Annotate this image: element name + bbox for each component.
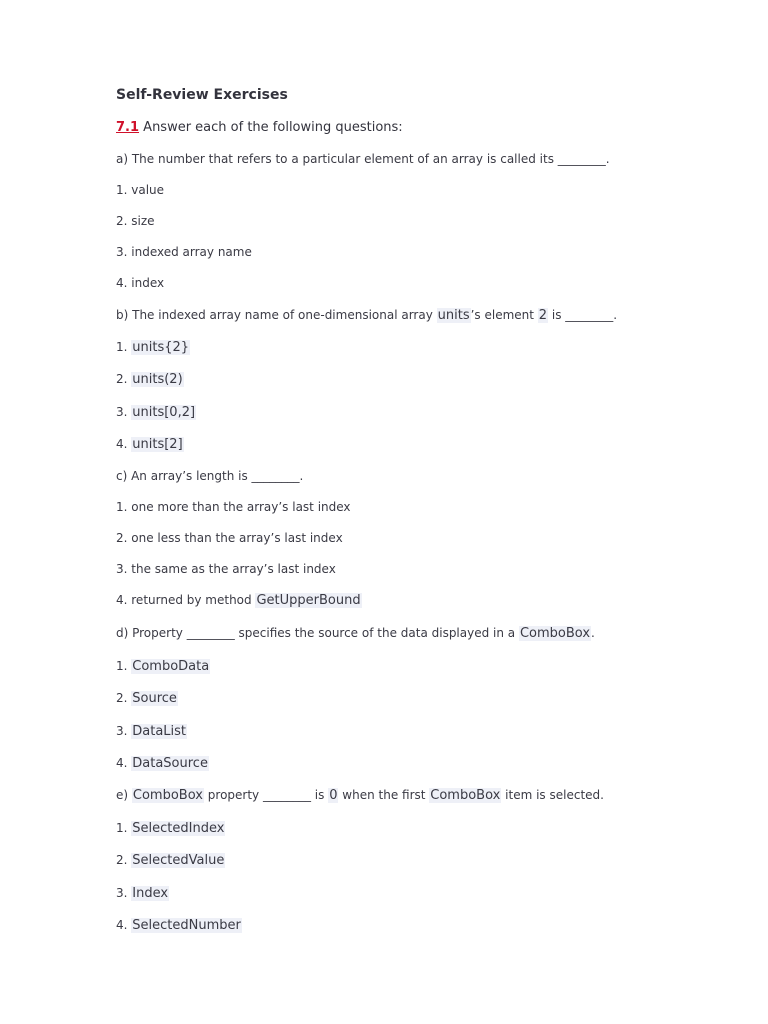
question-c-option-3: 3. the same as the array’s last index [116, 562, 336, 576]
question-d-option-1 [116, 658, 210, 675]
question-c-option-1: 1. one more than the array’s last index [116, 500, 351, 514]
question-e-option-4 [116, 917, 242, 934]
code-units: units [437, 308, 470, 323]
question-e-text: property ________ is [203, 788, 329, 802]
option-number: 1. [116, 340, 132, 354]
question-a-option-4: 4. index [116, 276, 165, 290]
question-a-option-2: 2. size [116, 214, 155, 228]
option-number: 3. [116, 886, 132, 900]
question-d-option-2 [116, 690, 178, 707]
option-code: Index [132, 886, 169, 901]
question-e-option-2 [116, 852, 225, 869]
option-code: SelectedIndex [132, 821, 225, 836]
question-d-option-4 [116, 755, 209, 772]
option-code: DataList [132, 724, 187, 739]
question-e-text: when the first [338, 788, 430, 802]
question-d-option-3 [116, 723, 187, 740]
question-e-text: e) [116, 788, 132, 802]
option-number: 4. [116, 756, 132, 770]
option-code: Source [132, 691, 177, 706]
question-a-option-1: 1. value [116, 183, 165, 197]
option-code: units[0,2] [132, 405, 196, 420]
question-b-option-3 [116, 404, 196, 421]
option-code: DataSource [132, 756, 208, 771]
question-c-option-4 [116, 592, 362, 609]
question-e-option-3 [116, 885, 169, 902]
exercise-prompt-text: Answer each of the following questions: [143, 120, 403, 135]
question-b-text: ’s element [470, 308, 538, 322]
option-number: 4. [116, 918, 132, 932]
document-page [116, 86, 676, 933]
question-d-text: . [591, 626, 595, 640]
option-code: units[2] [132, 437, 183, 452]
question-a-option-3: 3. indexed array name [116, 245, 252, 259]
code-element-index: 2 [538, 308, 548, 323]
code-zero: 0 [329, 788, 338, 803]
exercise-prompt [116, 119, 403, 137]
option-number: 2. [116, 853, 132, 867]
question-c: c) An array’s length is ________. [116, 469, 304, 483]
option-code: units(2) [132, 372, 183, 387]
question-b-option-1 [116, 339, 190, 356]
question-d [116, 625, 595, 642]
question-a: a) The number that refers to a particular element of an array is called its ________. [116, 152, 610, 166]
option-number: 1. [116, 659, 132, 673]
question-b-option-2 [116, 371, 184, 388]
question-d-text: d) Property ________ specifies the source of the data displayed in a [116, 626, 519, 640]
option-code: ComboData [132, 659, 210, 674]
option-number: 3. [116, 405, 132, 419]
question-b-text: is ________. [548, 308, 618, 322]
option-code: GetUpperBound [256, 593, 361, 608]
question-b-option-4 [116, 436, 184, 453]
option-text: 4. returned by method [116, 593, 256, 607]
option-number: 2. [116, 691, 132, 705]
question-b [116, 307, 617, 324]
option-number: 2. [116, 372, 132, 386]
option-code: SelectedValue [132, 853, 225, 868]
question-b-text: b) The indexed array name of one-dimensional array [116, 308, 437, 322]
option-code: SelectedNumber [132, 918, 241, 933]
code-combobox: ComboBox [132, 788, 203, 803]
option-number: 4. [116, 437, 132, 451]
question-e [116, 787, 604, 804]
exercise-number-link[interactable]: 7.1 [116, 120, 140, 135]
option-number: 1. [116, 821, 132, 835]
code-combobox: ComboBox [519, 626, 591, 641]
question-e-option-1 [116, 820, 225, 837]
question-e-text: item is selected. [501, 788, 604, 802]
question-c-option-2: 2. one less than the array’s last index [116, 531, 343, 545]
section-heading: Self-Review Exercises [116, 87, 288, 103]
option-code: units{2} [132, 340, 190, 355]
code-combobox: ComboBox [430, 788, 501, 803]
option-number: 3. [116, 724, 132, 738]
